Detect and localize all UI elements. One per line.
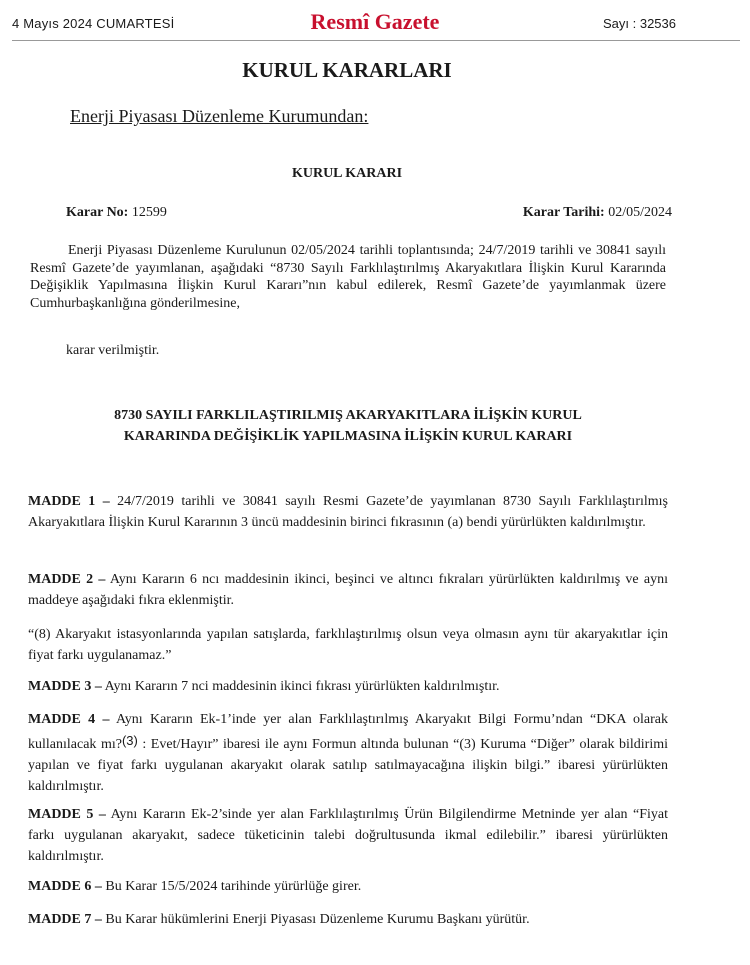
decision-heading: KURUL KARARI: [291, 166, 403, 181]
decision-number-label: Karar No:: [66, 205, 129, 220]
intro-paragraph: Enerji Piyasası Düzenleme Kurulunun 02/05/2024 tarihli toplantısında; 24/7/2019 tarihli ve 30841 sayılı Resmî Gazete’de yayımlanan, aşağıdaki “8730 Sayılı Farklılaştırılmış Akaryakıtlara İlişkin Kurul Kararında Değişiklik Yapılmasına İlişkin Kurul Kararı”nın kabul edilerek, Resmî Gazete’de yayımlanmak üzere Cumhurbaşkanlığına gönderilmesine,: [30, 243, 666, 311]
section-title: KURUL KARARLARI: [242, 58, 452, 82]
header-divider: [12, 40, 740, 41]
article-6-label: MADDE 6 –: [28, 879, 102, 894]
decision-date-value: 02/05/2024: [608, 205, 672, 220]
article-7: [28, 909, 668, 930]
publication-date: 4 Mayıs 2024 CUMARTESİ: [12, 16, 175, 31]
decision-number: [66, 205, 167, 221]
article-2-label: MADDE 2 –: [28, 572, 106, 587]
gazette-header: [0, 0, 750, 44]
verdict-line: karar verilmiştir.: [66, 343, 160, 358]
article-1-text: 24/7/2019 tarihli ve 30841 sayılı Resmi Gazete’de yayımlanan 8730 Sayılı Farklılaştırılmış Akaryakıtlara İlişkin Kurul Kararının 3 üncü maddesinin birinci fıkrasının (a) bendi yürürlükten kaldırılmıştır.: [28, 494, 668, 530]
article-6: [28, 876, 668, 897]
article-4-text-before: Aynı Kararın Ek-1’inde yer alan Farklılaştırılmış Akaryakıt Bilgi Formu’ndan “DKA olarak kullanılacak mı?: [28, 712, 669, 752]
decision-subject: [28, 405, 668, 447]
issue-number: Sayı : 32536: [603, 16, 676, 31]
article-7-text: Bu Karar hükümlerini Enerji Piyasası Düzenleme Kurumu Başkanı yürütür.: [105, 912, 530, 927]
article-3-label: MADDE 3 –: [28, 679, 102, 694]
article-5: [28, 804, 668, 867]
gazette-title: Resmî Gazete: [310, 9, 440, 34]
article-6-text: Bu Karar 15/5/2024 tarihinde yürürlüğe girer.: [105, 879, 362, 894]
article-1: [28, 491, 668, 533]
article-3: [28, 676, 668, 697]
article-5-text: Aynı Kararın Ek-2’sinde yer alan Farklılaştırılmış Ürün Bilgilendirme Metninde yer alan “Fiyat farkı uygulanan akaryakıt, sadece tüketicinin talebi doğrultusunda ikmal edilebilir.” ibaresi yürürlükten kaldırılmıştır.: [28, 807, 669, 864]
article-4-label: MADDE 4 –: [28, 712, 110, 727]
article-5-label: MADDE 5 –: [28, 807, 106, 822]
article-2-text: Aynı Kararın 6 ncı maddesinin ikinci, beşinci ve altıncı fıkraları yürürlükten kaldırılmış ve aynı maddeye aşağıdaki fıkra eklenmiştir.: [28, 572, 669, 608]
decision-number-value: 12599: [131, 205, 167, 220]
article-2-quote: “(8) Akaryakıt istasyonlarında yapılan satışlarda, farklılaştırılmış olsun veya olmasın aynı tür akaryakıtlar için fiyat farkı uygulanamaz.”: [28, 627, 668, 663]
institution-name: Enerji Piyasası Düzenleme Kurumundan:: [70, 106, 369, 126]
article-7-label: MADDE 7 –: [28, 912, 102, 927]
article-3-text: Aynı Kararın 7 nci maddesinin ikinci fıkrası yürürlükten kaldırılmıştır.: [104, 679, 500, 694]
article-1-label: MADDE 1 –: [28, 494, 110, 509]
subject-line-2: KARARINDA DEĞİŞİKLİK YAPILMASINA İLİŞKİN KURUL KARARI: [123, 429, 573, 444]
article-2: [28, 569, 668, 611]
footnote-marker: (3): [121, 733, 138, 748]
decision-date-label: Karar Tarihi:: [522, 205, 605, 220]
article-4-text-after: : Evet/Hayır” ibaresi ile aynı Formun altında bulunan “(3) Kuruma “Diğer” olarak bildirimi yapılan ve fiyat farkı uygulanan akaryakıt olarak satılıp satılmayacağına ilişkin bilgi.” ibaresi yürürlükten kaldırılmıştır.: [28, 737, 668, 794]
subject-line-1: 8730 SAYILI FARKLILAŞTIRILMIŞ AKARYAKITLARA İLİŞKİN KURUL: [114, 408, 582, 423]
decision-date: [523, 205, 672, 221]
article-4: [28, 709, 668, 797]
